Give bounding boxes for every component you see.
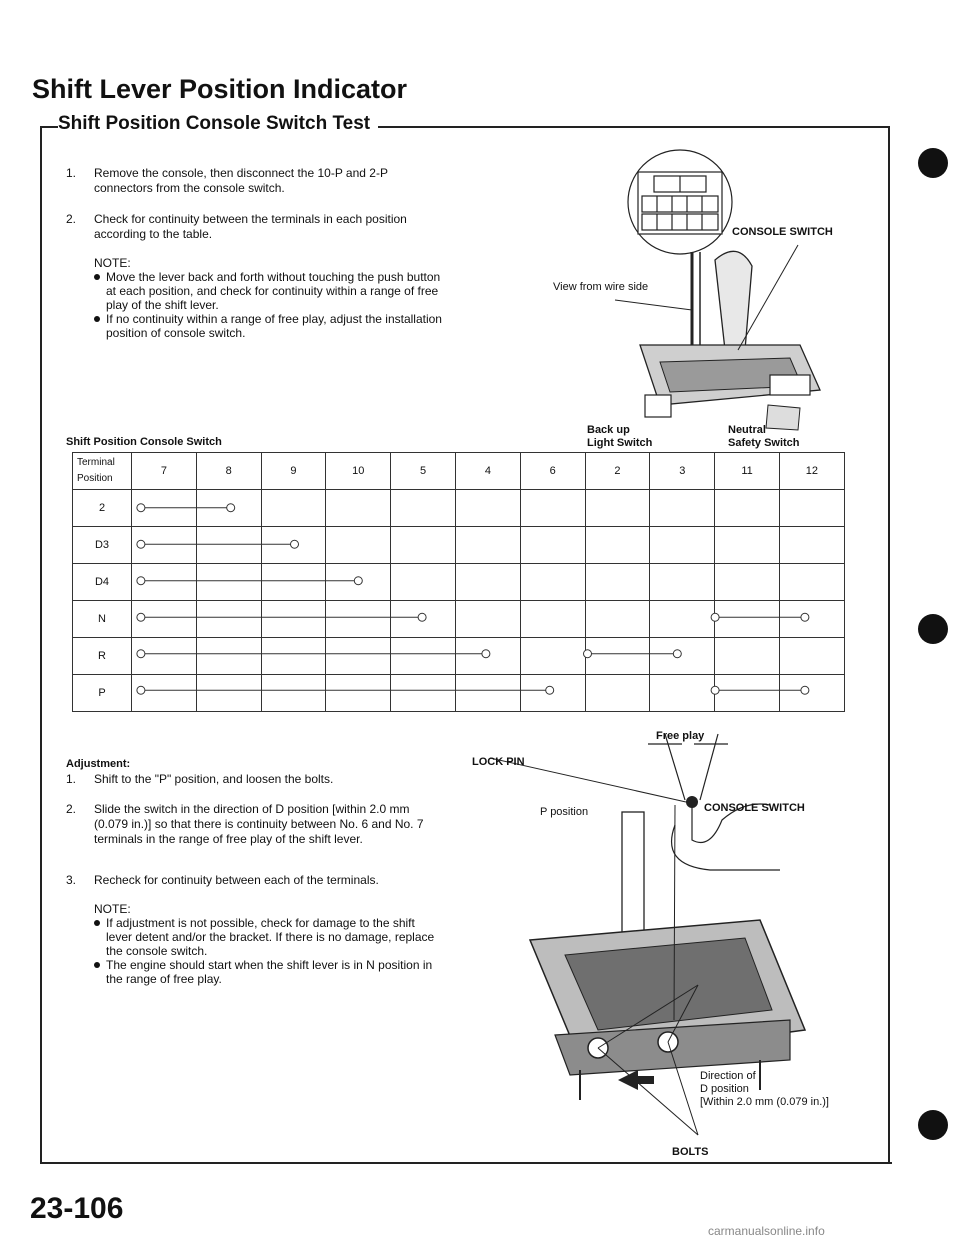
- note-heading: NOTE:: [94, 256, 131, 270]
- continuity-table: [72, 452, 845, 712]
- backup-light-label: Back up Light Switch: [587, 424, 653, 449]
- adjust-step-1: 1. Shift to the "P" position, and loosen the bolts.: [66, 772, 334, 786]
- console-switch-illustration: [470, 140, 880, 440]
- adjustment-figure: [460, 730, 880, 1160]
- console-switch-figure: [470, 140, 880, 440]
- note-heading: NOTE:: [94, 902, 131, 916]
- continuity-terminal: [137, 650, 145, 658]
- terminal-header: 9: [261, 453, 326, 490]
- continuity-terminal: [354, 577, 362, 585]
- continuity-terminal: [137, 613, 145, 621]
- continuity-terminal: [137, 577, 145, 585]
- lock-pin-label: LOCK PIN: [472, 756, 525, 768]
- console-switch-label: CONSOLE SWITCH: [732, 226, 833, 238]
- page-title: Shift Lever Position Indicator: [32, 74, 408, 104]
- note-block: [94, 256, 446, 340]
- terminal-header: 5: [391, 453, 456, 490]
- note-bullet: Move the lever back and forth without touching the push button at each position, and check for continuity within a range of free play of the shift lever.: [94, 270, 446, 312]
- neutral-safety-label: Neutral Safety Switch: [728, 424, 800, 449]
- bolts-label: BOLTS: [672, 1146, 709, 1158]
- free-play-label: Free play: [656, 730, 705, 742]
- continuity-terminal: [418, 613, 426, 621]
- section-frame-bottom: [40, 1162, 892, 1164]
- step-2: 2. Check for continuity between the terminals in each position according to the table.: [66, 212, 407, 241]
- terminal-header: 11: [715, 453, 780, 490]
- view-label: View from wire side: [553, 281, 649, 293]
- continuity-terminal: [291, 540, 299, 548]
- direction-label: Direction of D position [Within 2.0 mm (0.079 in.)]: [700, 1070, 829, 1108]
- adjust-note-block: [94, 902, 440, 986]
- continuity-terminal: [546, 686, 554, 694]
- terminal-header: 2: [585, 453, 650, 490]
- adjust-step-2: 2. Slide the switch in the direction of D position [within 2.0 mm (0.079 in.)] so that there is continuity between No. 6 and No. 7 terminals in the range of free play of the shift lever.: [66, 802, 424, 846]
- binder-hole-dot: [918, 148, 948, 178]
- adjust-step-3: 3. Recheck for continuity between each of the terminals.: [66, 873, 379, 887]
- continuity-terminal: [801, 686, 809, 694]
- binder-hole-dot: [918, 1110, 948, 1140]
- continuity-terminal: [711, 613, 719, 621]
- adjustment-heading: Adjustment:: [66, 758, 131, 770]
- position-label: 2: [73, 490, 132, 527]
- note-bullet: If no continuity within a range of free play, adjust the installation position of console switch.: [94, 312, 446, 340]
- page-number: 23-106: [30, 1192, 124, 1225]
- binder-hole-dot: [918, 614, 948, 644]
- terminal-header: 4: [455, 453, 520, 490]
- position-label: N: [73, 601, 132, 638]
- watermark: carmanualsonline.info: [708, 1224, 825, 1238]
- continuity-terminal: [673, 650, 681, 658]
- terminal-header: 8: [196, 453, 261, 490]
- continuity-terminal: [137, 540, 145, 548]
- section-subtitle: Shift Position Console Switch Test: [58, 113, 378, 135]
- continuity-lines: [72, 452, 872, 712]
- header-position: Position: [77, 473, 113, 484]
- continuity-terminal: [584, 650, 592, 658]
- terminal-header: 10: [326, 453, 391, 490]
- continuity-terminal: [711, 686, 719, 694]
- note-bullet: If adjustment is not possible, check for damage to the shift lever detent and/or the bracket. If there is no damage, replace the console switch.: [94, 916, 440, 958]
- terminal-header: 6: [520, 453, 585, 490]
- position-label: D3: [73, 527, 132, 564]
- continuity-terminal: [137, 686, 145, 694]
- continuity-terminal: [227, 504, 235, 512]
- p-position-label: P position: [540, 806, 589, 818]
- note-bullet: The engine should start when the shift lever is in N position in the range of free play.: [94, 958, 440, 986]
- table-caption: Shift Position Console Switch: [66, 436, 222, 448]
- position-label: R: [73, 638, 132, 675]
- step-1: 1. Remove the console, then disconnect the 10-P and 2-P connectors from the console switch.: [66, 166, 388, 195]
- position-label: D4: [73, 564, 132, 601]
- position-label: P: [73, 675, 132, 712]
- terminal-header: 12: [779, 453, 844, 490]
- continuity-terminal: [801, 613, 809, 621]
- terminal-header: 3: [650, 453, 715, 490]
- continuity-terminal: [482, 650, 490, 658]
- header-terminal: Terminal: [77, 457, 115, 468]
- terminal-header: 7: [132, 453, 197, 490]
- continuity-terminal: [137, 504, 145, 512]
- console-switch-label-2: CONSOLE SWITCH: [704, 802, 805, 814]
